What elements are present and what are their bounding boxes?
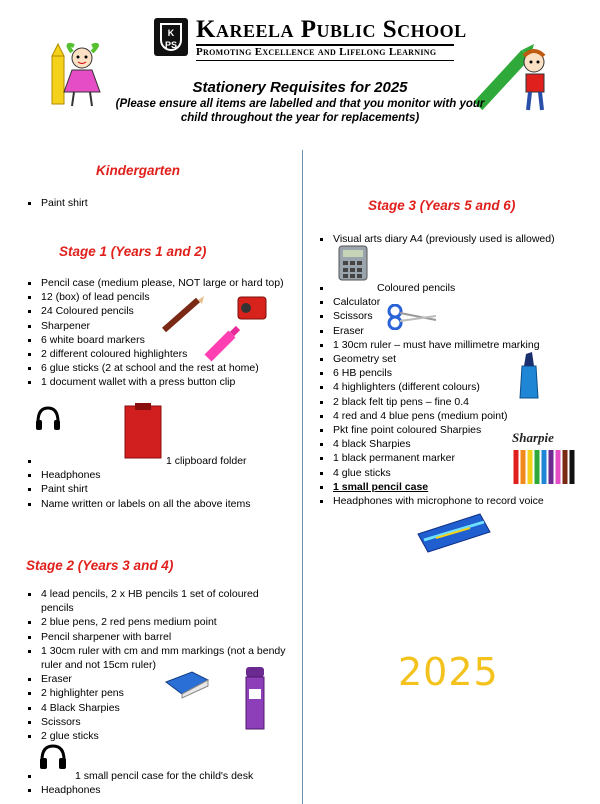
list-item: Eraser bbox=[318, 324, 580, 338]
eraser-icon bbox=[162, 668, 212, 700]
pencil-case-label: 1 small pencil case for the child's desk bbox=[75, 770, 254, 782]
kindergarten-heading: Kindergarten bbox=[96, 163, 181, 178]
pencil-case-icon bbox=[414, 510, 494, 554]
list-item: Headphones bbox=[26, 783, 294, 797]
list-item: Headphones with microphone to record voice bbox=[318, 494, 580, 508]
list-item: Pencil case (medium please, NOT large or hard top) bbox=[26, 276, 292, 290]
stage2-heading: Stage 2 (Years 3 and 4) bbox=[26, 558, 174, 573]
list-item: 1 document wallet with a press button clip bbox=[26, 375, 292, 389]
list-item: 2 blue pens, 2 red pens medium point bbox=[26, 615, 294, 629]
list-item: Sharpener bbox=[26, 319, 292, 333]
list-item: Headphones bbox=[26, 468, 292, 482]
list-item: Visual arts diary A4 (previously used is allowed) bbox=[318, 232, 580, 246]
list-item: Pkt fine point coloured Sharpies bbox=[318, 423, 580, 437]
sharpener-icon bbox=[234, 291, 272, 323]
list-item: Geometry set bbox=[318, 352, 580, 366]
school-name: Kareela Public School bbox=[196, 16, 467, 43]
girl-crayon-icon bbox=[44, 40, 106, 110]
list-item: 4 Black Sharpies bbox=[26, 701, 294, 715]
list-item: 1 30cm ruler with cm and mm markings (not a bendy ruler and not 15cm ruler) bbox=[26, 644, 294, 672]
coloured-pencils-label: Coloured pencils bbox=[377, 282, 456, 294]
stage3-heading: Stage 3 (Years 5 and 6) bbox=[368, 198, 516, 213]
list-item: Paint shirt bbox=[26, 482, 292, 496]
tagline-rule bbox=[196, 60, 454, 61]
list-item: 6 white board markers bbox=[26, 333, 292, 347]
headphones-icon bbox=[34, 404, 62, 432]
svg-text:Sharpie: Sharpie bbox=[512, 430, 554, 445]
list-item: 6 glue sticks (2 at school and the rest at home) bbox=[26, 361, 292, 375]
scissors-icon bbox=[386, 304, 438, 330]
list-item: Paint shirt bbox=[26, 196, 291, 210]
list-item: Pencil sharpener with barrel bbox=[26, 630, 294, 644]
clipboard-icon bbox=[123, 402, 163, 460]
stage2-list-cont bbox=[26, 769, 294, 797]
list-item: 24 Coloured pencils bbox=[26, 304, 292, 318]
list-item: 2 different coloured highlighters bbox=[26, 347, 292, 361]
clipboard-label: 1 clipboard folder bbox=[166, 455, 247, 467]
pencil-icon bbox=[160, 294, 206, 334]
school-crest-icon: K PS bbox=[154, 18, 188, 56]
column-divider bbox=[302, 150, 303, 804]
page-title: Stationery Requisites for 2025 bbox=[192, 79, 408, 96]
list-item: Scissors bbox=[26, 715, 294, 729]
highlighter-icon bbox=[514, 346, 544, 402]
school-tagline: Promoting Excellence and Lifelong Learning bbox=[196, 46, 437, 58]
list-item: Name written or labels on all the above items bbox=[26, 497, 292, 511]
list-item: 2 highlighter pens bbox=[26, 686, 294, 700]
list-item: 1 30cm ruler – must have millimetre marking bbox=[318, 338, 580, 352]
list-item: 2 black felt tip pens – fine 0.4 bbox=[318, 395, 580, 409]
list-item: 4 glue sticks bbox=[318, 466, 580, 480]
list-item: 1 small pencil case bbox=[318, 480, 580, 494]
list-item: 1 black permanent marker bbox=[318, 451, 580, 465]
list-item: 4 black Sharpies bbox=[318, 437, 580, 451]
highlighter-icon bbox=[202, 326, 242, 362]
list-item: 4 red and 4 blue pens (medium point) bbox=[318, 409, 580, 423]
sharpies-icon bbox=[508, 428, 582, 488]
year-badge: 2025 bbox=[398, 650, 499, 694]
list-item: 2 glue sticks bbox=[26, 729, 294, 743]
headphones-icon bbox=[38, 742, 68, 772]
list-item: 12 (box) of lead pencils bbox=[26, 290, 292, 304]
list-item: 6 HB pencils bbox=[318, 366, 580, 380]
list-item: 4 highlighters (different colours) bbox=[318, 380, 580, 394]
list-item: 4 lead pencils, 2 x HB pencils 1 set of coloured pencils bbox=[26, 587, 294, 615]
list-item: Scissors bbox=[318, 309, 580, 323]
list-item bbox=[318, 281, 580, 295]
stage1-list-cont bbox=[26, 454, 292, 511]
list-item: Calculator bbox=[318, 295, 580, 309]
list-item: Eraser bbox=[26, 672, 294, 686]
glue-stick-icon bbox=[243, 665, 267, 731]
stage1-heading: Stage 1 (Years 1 and 2) bbox=[59, 244, 207, 259]
calculator-icon bbox=[337, 244, 369, 282]
kindergarten-list bbox=[26, 196, 291, 210]
page-subtitle: (Please ensure all items are labelled and that you monitor with your child throughout the year for replacements) bbox=[115, 98, 485, 124]
